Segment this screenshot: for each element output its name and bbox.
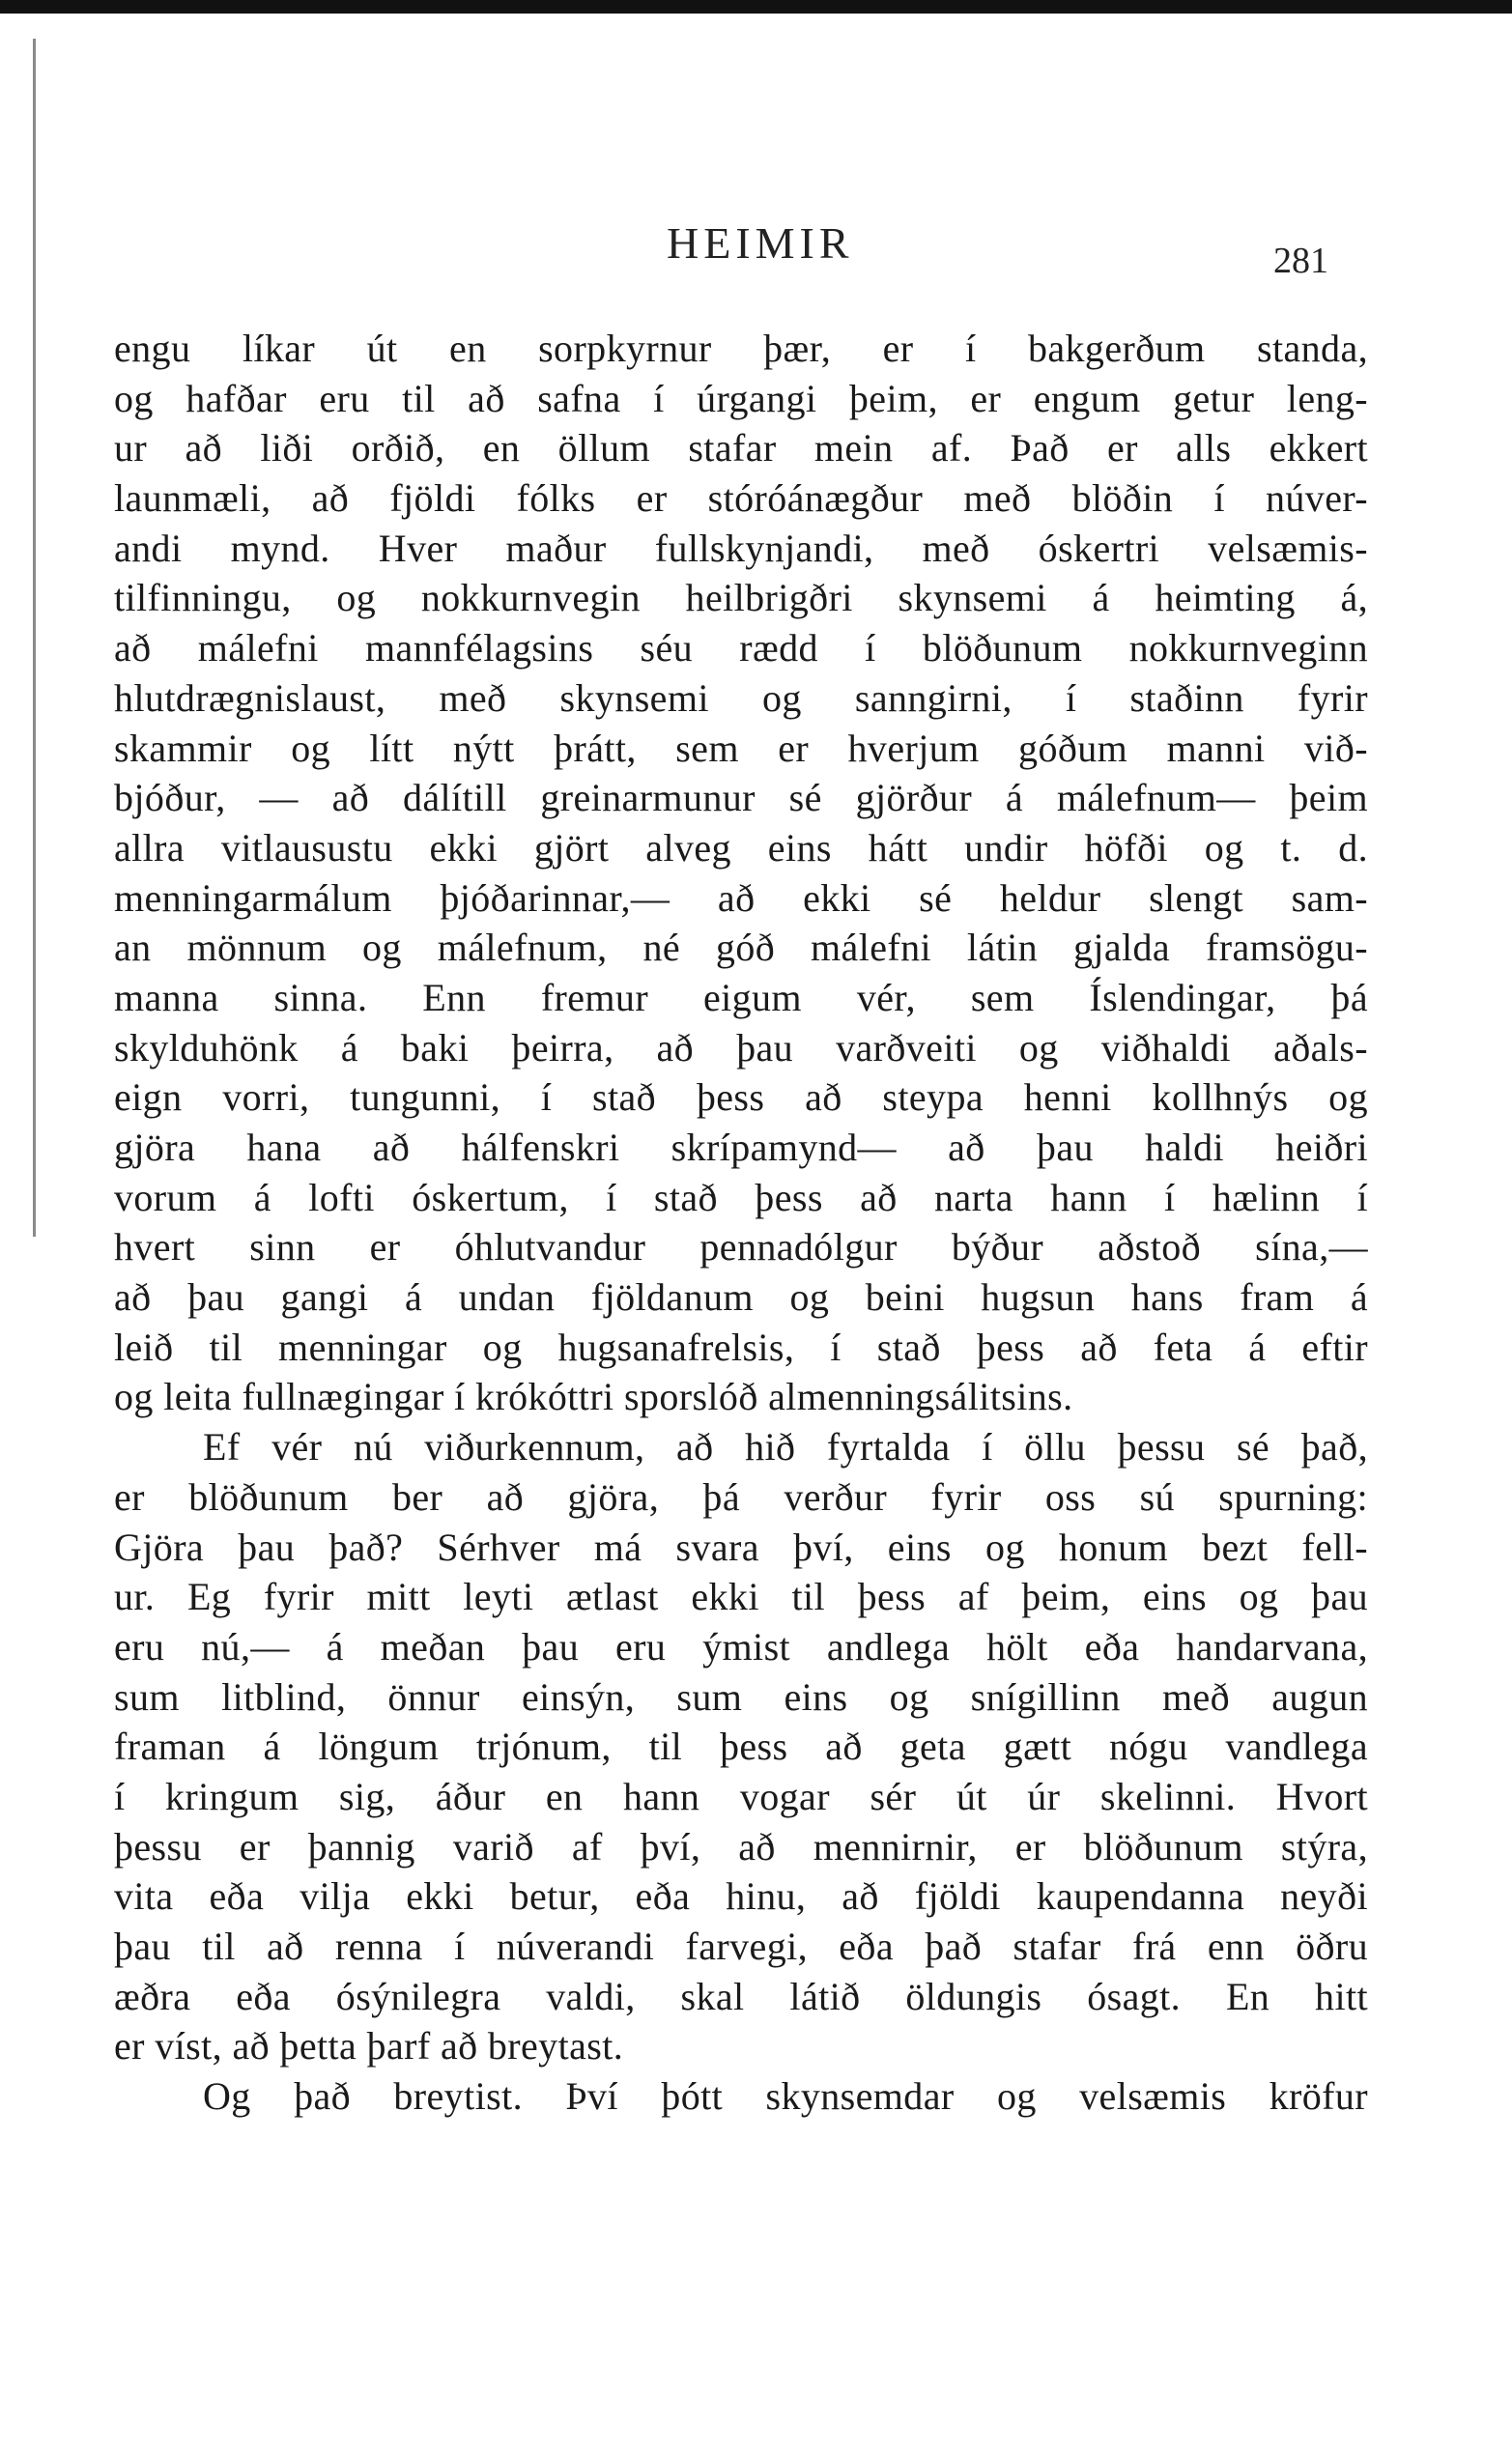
text-line: vorum á lofti óskertum, í stað þess að narta hann í hælinn í — [114, 1175, 1368, 1219]
text-line: í kringum sig, áður en hann vogar sér út úr skelinni. Hvort — [114, 1774, 1368, 1818]
text-line: hlutdrægnislaust, með skynsemi og sanngirni, í staðinn fyrir — [114, 675, 1368, 720]
paragraph — [114, 324, 1368, 1422]
text-line: ur. Eg fyrir mitt leyti ætlast ekki til þess af þeim, eins og þau — [114, 1575, 1368, 1619]
text-line: andi mynd. Hver maður fullskynjandi, með óskertri velsæmis- — [114, 526, 1368, 570]
text-line: ur að liði orðið, en öllum stafar mein af. Það er alls ekkert — [114, 426, 1368, 471]
text-line: þessu er þannig varið af því, að mennirnir, er blöðunum stýra, — [114, 1824, 1368, 1869]
text-line: allra vitlausustu ekki gjört alveg eins hátt undir höfði og t. d. — [114, 825, 1368, 870]
text-line: og leita fullnægingar í krókóttri sporslóð almenningsálitsins. — [114, 1375, 1073, 1419]
text-line: an mönnum og málefnum, né góð málefni látin gjalda framsögu- — [114, 926, 1368, 970]
text-line: er víst, að þetta þarf að breytast. — [114, 2024, 624, 2069]
paragraph — [114, 2071, 1368, 2122]
text-line: vita eða vilja ekki betur, eða hinu, að fjöldi kaupendanna neyði — [114, 1874, 1368, 1919]
text-line: er blöðunum ber að gjöra, þá verður fyrir oss sú spurning: — [114, 1474, 1368, 1519]
text-line: Ef vér nú viðurkennum, að hið fyrtalda í öllu þessu sé það, — [203, 1425, 1368, 1470]
text-line: sum litblind, önnur einsýn, sum eins og snígillinn með augun — [114, 1674, 1368, 1719]
text-line: launmæli, að fjöldi fólks er stóróánægður með blöðin í núver- — [114, 476, 1368, 521]
text-line: eru nú,— á meðan þau eru ýmist andlega hölt eða handarvana, — [114, 1624, 1368, 1669]
text-line: að þau gangi á undan fjöldanum og beini hugsun hans fram á — [114, 1275, 1368, 1320]
text-line: að málefni mannfélagsins séu rædd í blöðunum nokkurnveginn — [114, 626, 1368, 671]
text-line: framan á löngum trjónum, til þess að geta gætt nógu vandlega — [114, 1725, 1368, 1769]
text-line: Gjöra þau það? Sérhver má svara því, eins og honum bezt fell- — [114, 1525, 1368, 1569]
text-line: engu líkar út en sorpkyrnur þær, er í bakgerðum standa, — [114, 327, 1368, 370]
scan-left-edge-line — [33, 39, 36, 1237]
text-line: Og það breytist. Því þótt skynsemdar og velsæmis kröfur — [203, 2074, 1368, 2119]
text-line: hvert sinn er óhlutvandur pennadólgur býður aðstoð sína,— — [114, 1225, 1368, 1270]
text-line: eign vorri, tungunni, í stað þess að steypa henni kollhnýs og — [114, 1075, 1368, 1120]
running-head: HEIMIR — [667, 218, 854, 268]
text-line: bjóður, — að dálítill greinarmunur sé gjörður á málefnum— þeim — [114, 776, 1368, 820]
text-line: og hafðar eru til að safna í úrgangi þeim, er engum getur leng- — [114, 376, 1368, 420]
text-line: æðra eða ósýnilegra valdi, skal látið öldungis ósagt. En hitt — [114, 1974, 1368, 2018]
text-line: leið til menningar og hugsanafrelsis, í stað þess að feta á eftir — [114, 1325, 1368, 1369]
scan-top-edge — [0, 0, 1512, 14]
text-line: gjöra hana að hálfenskri skrípamynd— að þau haldi heiðri — [114, 1126, 1368, 1169]
text-line: skylduhönk á baki þeirra, að þau varðveiti og viðhaldi aðals- — [114, 1025, 1368, 1070]
page-number: 281 — [1273, 241, 1328, 281]
text-line: þau til að renna í núverandi farvegi, eða það stafar frá enn öðru — [114, 1925, 1368, 1968]
text-line: menningarmálum þjóðarinnar,— að ekki sé heldur slengt sam- — [114, 875, 1368, 920]
page-body — [114, 324, 1368, 2122]
paragraph — [114, 1422, 1368, 2071]
text-line: manna sinna. Enn fremur eigum vér, sem Íslendingar, þá — [114, 975, 1368, 1019]
text-line: tilfinningu, og nokkurnvegin heilbrigðri skynsemi á heimting á, — [114, 576, 1368, 620]
text-line: skammir og lítt nýtt þrátt, sem er hverjum góðum manni við- — [114, 726, 1368, 770]
